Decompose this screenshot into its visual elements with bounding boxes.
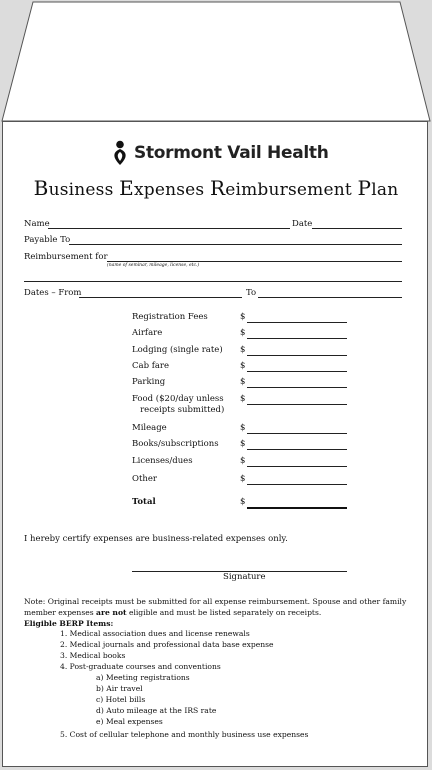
reimbursement-field[interactable]	[107, 261, 402, 262]
title-initial-3: P	[357, 176, 372, 200]
currency-symbol: $	[240, 312, 246, 322]
reimbursement-field-line2[interactable]	[24, 281, 402, 282]
currency-symbol: $	[240, 394, 246, 404]
brand-mark-icon	[110, 140, 130, 166]
eligible-item-5: 5. Cost of cellular telephone and monthly business use expenses	[60, 730, 309, 739]
eligible-subitem-0: a) Meeting registrations	[96, 673, 190, 682]
title-word-3: lan	[371, 180, 399, 200]
title-word-1: xpenses	[133, 180, 210, 200]
dates-from-field[interactable]	[79, 297, 242, 298]
eligible-subitem-4: e) Meal expenses	[96, 717, 163, 726]
reimbursement-label: Reimbursement for	[24, 252, 108, 262]
note-text-emphasis: are not	[96, 608, 127, 617]
currency-symbol: $	[240, 423, 246, 433]
eligible-item-3: 3. Medical books	[60, 651, 126, 660]
payable-field[interactable]	[69, 244, 402, 245]
expense-amount-field-6[interactable]	[247, 433, 347, 434]
payable-label: Payable To	[24, 235, 71, 245]
date-label: Date	[292, 219, 313, 229]
currency-symbol: $	[240, 328, 246, 338]
dates-to-field[interactable]	[258, 297, 402, 298]
currency-symbol: $	[240, 439, 246, 449]
eligible-header: Eligible BERP Items:	[24, 619, 114, 628]
dates-to-label: To	[246, 288, 257, 298]
note-line1: Note: Original receipts must be submitted for all expense reimbursement. Spouse and other family	[24, 597, 407, 606]
expense-amount-field-4[interactable]	[247, 387, 347, 388]
eligible-subitem-2: c) Hotel bills	[96, 695, 146, 704]
title-initial-1: E	[119, 176, 134, 200]
dates-from-label: Dates – From	[24, 288, 82, 298]
expense-label-7: Books/subscriptions	[132, 439, 219, 449]
note-line2	[24, 608, 321, 619]
brand-name: Stormont Vail Health	[134, 143, 329, 163]
eligible-subitem-1: b) Air travel	[96, 684, 143, 693]
expense-amount-field-1[interactable]	[247, 338, 347, 339]
brand-logo	[110, 140, 329, 166]
expense-amount-field-8[interactable]	[247, 466, 347, 467]
eligible-item-4: 4. Post-graduate courses and conventions	[60, 662, 221, 671]
expense-amount-field-3[interactable]	[247, 371, 347, 372]
signature-label: Signature	[223, 572, 266, 582]
expense-amount-field-5[interactable]	[247, 404, 347, 405]
expense-label-5: Food ($20/day unless receipts submitted)	[132, 394, 225, 415]
title-initial-0: B	[33, 176, 49, 200]
expense-amount-field-10[interactable]	[247, 507, 347, 509]
eligible-item-1: 1. Medical association dues and license renewals	[60, 629, 250, 638]
title-initial-2: R	[209, 176, 226, 200]
eligible-subitem-3: d) Auto mileage at the IRS rate	[96, 706, 217, 715]
expense-amount-field-7[interactable]	[247, 449, 347, 450]
expense-label-4: Parking	[132, 377, 166, 387]
expense-label-10: Total	[132, 497, 156, 507]
name-field[interactable]	[48, 228, 290, 229]
name-label: Name	[24, 219, 50, 229]
certify-text: I hereby certify expenses are business-related expenses only.	[24, 534, 288, 544]
currency-symbol: $	[240, 361, 246, 371]
currency-symbol: $	[240, 377, 246, 387]
title-word-0: usiness	[48, 180, 120, 200]
currency-symbol: $	[240, 474, 246, 484]
currency-symbol: $	[240, 345, 246, 355]
expense-amount-field-2[interactable]	[247, 355, 347, 356]
expense-label-8: Licenses/dues	[132, 456, 193, 466]
expense-amount-field-0[interactable]	[247, 322, 347, 323]
expense-label-9: Other	[132, 474, 157, 484]
form-title	[0, 176, 432, 200]
expense-label-1: Airfare	[132, 328, 163, 338]
currency-symbol: $	[240, 497, 246, 507]
expense-label-2: Lodging (single rate)	[132, 345, 223, 355]
expense-label-6: Mileage	[132, 423, 167, 433]
currency-symbol: $	[240, 456, 246, 466]
eligible-item-2: 2. Medical journals and professional data base expense	[60, 640, 274, 649]
expense-amount-field-9[interactable]	[247, 484, 347, 485]
date-field[interactable]	[312, 228, 402, 229]
note-text-c: eligible and must be listed separately on receipts.	[126, 608, 322, 617]
expense-label-0: Registration Fees	[132, 312, 208, 322]
envelope-flap	[0, 0, 432, 125]
title-word-2: eimbursement	[225, 180, 358, 200]
reimbursement-hint: (name of seminar, mileage, license, etc.)	[107, 263, 200, 268]
expense-label-3: Cab fare	[132, 361, 170, 371]
note-text-a: member expenses	[24, 608, 97, 617]
